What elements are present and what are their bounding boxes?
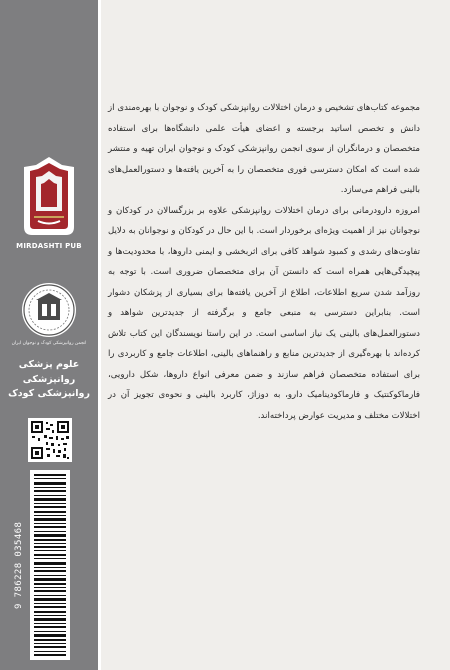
spine-title-line-1: علوم پزشکی [18,359,80,370]
description-paragraph-2: امروزه دارودرمانی برای درمان اختلالات روانپزشکی علاوه بر بزرگسالان در کودکان و نوجوانان نیز از اهمیت ویژه‌ای برخوردار است. با این حال در کودکان و نوجوانان به دلایل تفاوت‌های رشدی و کمبود شواهد کافی برای اثربخشی و ایمنی داروها، با محدودیت‌ها و پیچیدگی‌هایی همراه است که دانستن آن برای متخصصان ضروری است. با توجه به روزآمد شدن سریع اطلاعات، اطلاع از آخرین یافته‌ها برای بسیاری از پزشکان دشوار است. بنابراین دسترسی به منبعی جامع و برگرفته از جدیدترین شواهد و دستورالعمل‌های بالینی یک نیاز اساسی است. در این راستا نویسندگان این کتاب تلاش کرده‌اند با بهره‌گیری از جدیدترین منابع و راهنماهای بالینی، اطلاعات جامع و کاربردی را برای استفاده متخصصان فراهم سازند و ضمن معرفی انواع داروها، شکل دارویی، فارماکوکنتیک و فارماکودینامیک دارو، به دوزاژ، کاربرد بالینی و نحوه‌ی تجویز آن در اختلالات مختلف و مدیریت عوارض پرداخته‌اند. [108,205,420,421]
description-paragraph-1: مجموعه کتاب‌های تشخیص و درمان اختلالات روانپزشکی کودک و نوجوان با بهره‌مندی از دانش و تخصص اساتید برجسته و اعضای هیأت علمی دانشگاه‌ها برای استفاده متخصصان و درمانگران از سوی انجمن روانپزشکی کودک و نوجوان ایران تهیه و منتشر شده است که امکان دسترسی فوری متخصصان را به آخرین یافته‌ها و دستورالعمل‌های بالینی فراهم می‌سازد. [108,103,420,195]
publisher-caption: MIRDASHTI PUB [16,242,82,250]
isbn-barcode [30,470,70,660]
spine-title [8,358,90,402]
qr-code [28,418,72,462]
association-caption: انجمن روانپزشکی کودک و نوجوان ایران [11,341,87,346]
association-emblem-icon [22,283,76,337]
spine-divider [98,0,101,670]
spine-title-line-3: روانپزشکی کودک [8,388,90,400]
publisher-logo [16,155,82,265]
isbn-number: 9 786228 035468 [14,521,24,609]
publisher-logo-icon [16,155,82,241]
back-cover-description [108,98,420,426]
spine-title-line-2: روانپزشکی [22,373,76,385]
barcode-icon [30,470,70,660]
association-badge [22,283,76,337]
qr-code-icon [28,418,72,462]
